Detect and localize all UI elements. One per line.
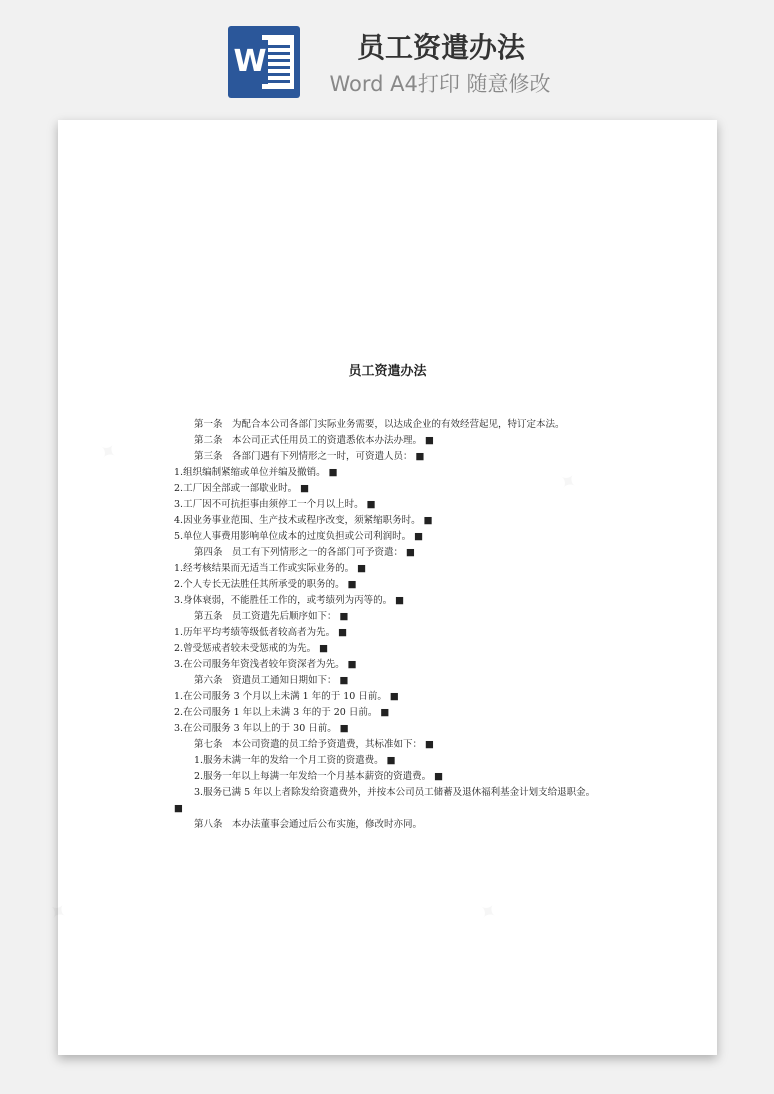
list-item: 2.曾受惩戒者较未受惩戒的为先。 ■ [174,643,329,654]
article-3: 第三条 各部门遇有下列情形之一时，可资遣人员： ■ [194,451,425,462]
list-item: 1.组织编制紧缩或单位并编及撤销。 ■ [174,467,338,478]
article-2: 第二条 本公司正式任用员工的资遣悉依本办法办理。 ■ [194,435,434,446]
list-item: 3.工厂因不可抗拒事由须停工一个月以上时。 ■ [174,499,376,510]
list-item: 4.因业务事业范围、生产技术或程序改变，须紧缩职务时。 ■ [174,515,433,526]
list-item: 2.个人专长无法胜任其所承受的职务的。 ■ [174,579,357,590]
list-item: 1.历年平均考绩等级低者较高者为先。 ■ [174,627,348,638]
word-icon [228,26,300,98]
list-item: 5.单位人事费用影响单位成本的过度负担或公司利润时。 ■ [174,531,424,542]
list-item: 2.在公司服务 1 年以上未满 3 年的于 20 日前。 ■ [174,707,390,718]
article-5: 第五条 员工资遣先后顺序如下： ■ [194,611,349,622]
watermark [42,897,71,928]
header-subtitle: Word A4打印 随意修改 [329,72,551,96]
list-item: 2.服务一年以上每满一年发给一个月基本薪资的资遣费。 ■ [194,771,444,782]
list-item: 3.在公司服务年资浅者较年资深者为先。 ■ [174,659,357,670]
list-item: 1.服务未满一年的发给一个月工资的资遣费。 ■ [194,755,396,766]
header [0,0,774,110]
article-7: 第七条 本公司资遣的员工给予资遣费，其标准如下： ■ [194,739,434,750]
list-item: 3.在公司服务 3 年以上的于 30 日前。 ■ [174,723,349,734]
article-1: 第一条 为配合本公司各部门实际业务需要，以达成企业的有效经营起见，特订定本法。 [194,419,565,430]
article-4: 第四条 员工有下列情形之一的各部门可予资遣： ■ [194,547,415,558]
list-item: 2.工厂因全部或一部歇业时。 ■ [174,483,310,494]
document-page [58,120,717,1055]
list-item: 1.经考核结果而无适当工作或实际业务的。 ■ [174,563,367,574]
article-8: 第八条 本办法董事会通过后公布实施，修改时亦同。 [194,819,423,830]
list-item: 3.服务已满 5 年以上者除发给资遣费外，并按本公司员工储蓄及退休福利基金计划支给退职金。 ■ [174,787,596,814]
list-item: 3.身体衰弱，不能胜任工作的，或考绩列为丙等的。 ■ [174,595,405,606]
document-body [174,417,604,833]
watermark [472,897,501,928]
list-item: 1.在公司服务 3 个月以上未满 1 年的于 10 日前。 ■ [174,691,399,702]
article-6: 第六条 资遣员工通知日期如下： ■ [194,675,349,686]
word-letter: W [232,40,268,84]
header-title: 员工资遣办法 [356,31,525,64]
document-title: 员工资遣办法 [348,364,427,379]
watermark [92,437,121,468]
